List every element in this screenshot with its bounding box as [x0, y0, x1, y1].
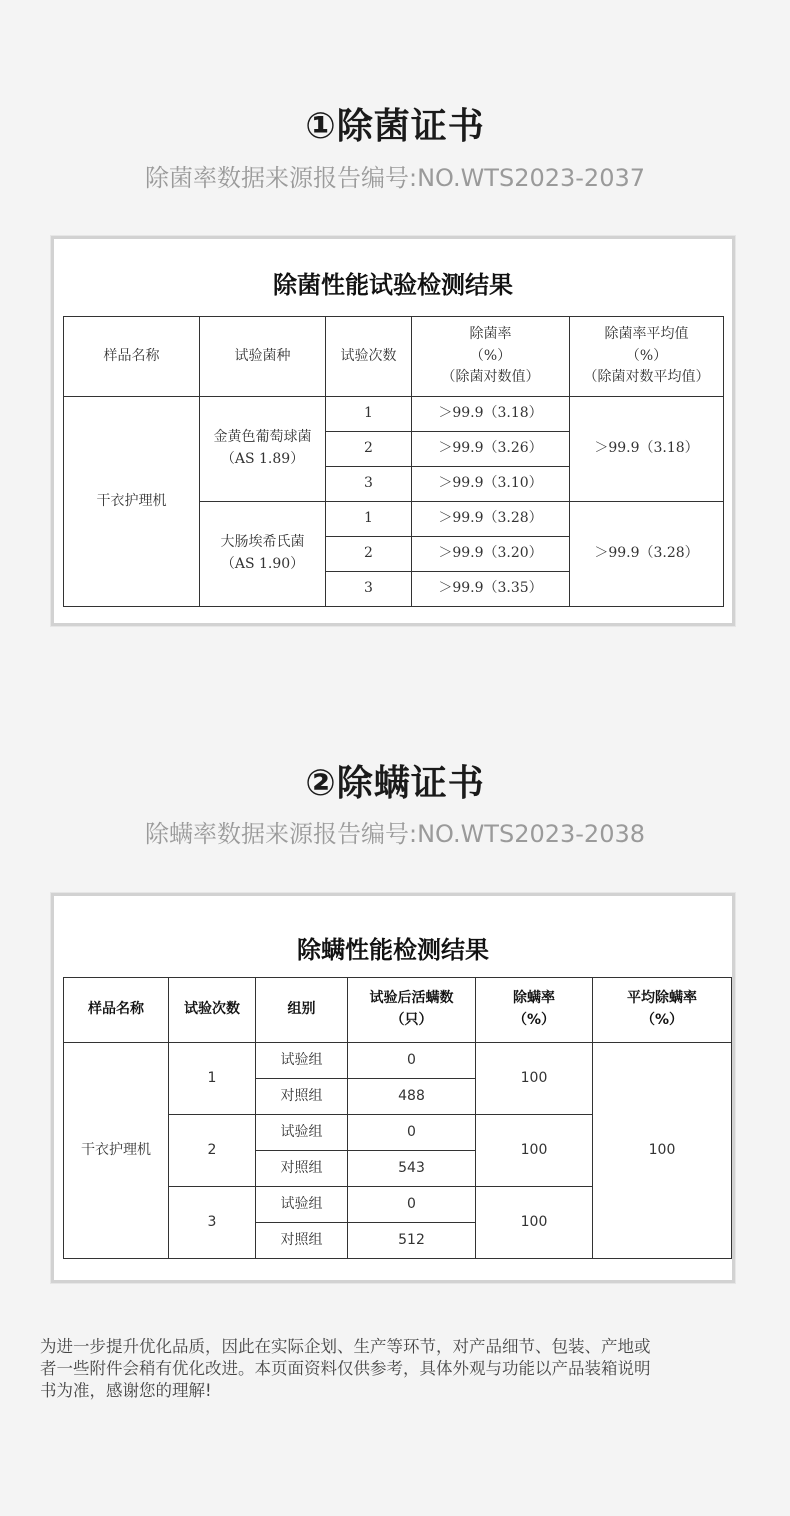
disclaimer-line: 者一些附件会稍有优化改进。本页面资料仅供参考，具体外观与功能以产品装箱说明	[40, 1359, 651, 1378]
sterilization-table-title: 除菌性能试验检测结果	[273, 271, 513, 299]
trial-number-cell: 2	[326, 432, 412, 467]
trial-number-cell: 3	[326, 467, 412, 502]
group-label-cell: 试验组	[256, 1115, 348, 1151]
header-average-removal-rate: 平均除螨率 （%）	[593, 978, 732, 1043]
rate-cell: ＞99.9（3.26）	[412, 432, 570, 467]
group-label-cell: 对照组	[256, 1151, 348, 1187]
table-row	[64, 1043, 732, 1079]
removal-rate-cell: 100	[476, 1115, 593, 1187]
sterilization-card	[51, 236, 735, 626]
group-label-cell: 对照组	[256, 1079, 348, 1115]
group-label-cell: 试验组	[256, 1187, 348, 1223]
section-1-title: ①除菌证书	[305, 106, 485, 147]
rate-cell: ＞99.9（3.28）	[412, 502, 570, 537]
mite-count-cell: 0	[348, 1115, 476, 1151]
average-removal-rate-cell: 100	[593, 1043, 732, 1259]
rate-cell: ＞99.9（3.10）	[412, 467, 570, 502]
strain-cell: 大肠埃希氏菌 （AS 1.90）	[200, 502, 326, 607]
disclaimer-line: 为进一步提升优化品质，因此在实际企划、生产等环节，对产品细节、包装、产地或	[40, 1337, 651, 1356]
strain-cell: 金黄色葡萄球菌 （AS 1.89）	[200, 397, 326, 502]
group-label-cell: 试验组	[256, 1043, 348, 1079]
rate-cell: ＞99.9（3.18）	[412, 397, 570, 432]
header-trial-count: 试验次数	[326, 317, 412, 397]
sample-name-cell: 干衣护理机	[64, 1043, 169, 1259]
header-group: 组别	[256, 978, 348, 1043]
section-1-subtitle: 除菌率数据来源报告编号:NO.WTS2023-2037	[144, 164, 646, 192]
mite-count-cell: 543	[348, 1151, 476, 1187]
sample-name-cell: 干衣护理机	[64, 397, 200, 607]
section-2-subtitle: 除螨率数据来源报告编号:NO.WTS2023-2038	[144, 820, 646, 848]
removal-rate-cell: 100	[476, 1187, 593, 1259]
header-removal-rate: 除螨率 （%）	[476, 978, 593, 1043]
mite-removal-table	[63, 977, 732, 1259]
trial-number-cell: 2	[326, 537, 412, 572]
average-rate-cell: ＞99.9（3.18）	[570, 397, 724, 502]
mite-count-cell: 0	[348, 1043, 476, 1079]
table-header-row	[64, 317, 724, 397]
rate-cell: ＞99.9（3.35）	[412, 572, 570, 607]
trial-number-cell: 2	[169, 1115, 256, 1187]
table-row	[64, 397, 724, 432]
mite-removal-card	[51, 893, 735, 1283]
header-sterilization-rate: 除菌率 （%） （除菌对数值）	[412, 317, 570, 397]
header-average-rate: 除菌率平均值 （%） （除菌对数平均值）	[570, 317, 724, 397]
section-2-title: ②除螨证书	[305, 763, 485, 804]
disclaimer-line: 书为准，感谢您的理解!	[40, 1381, 212, 1400]
rate-cell: ＞99.9（3.20）	[412, 537, 570, 572]
trial-number-cell: 3	[326, 572, 412, 607]
sterilization-table	[63, 316, 724, 607]
header-sample-name: 样品名称	[64, 317, 200, 397]
header-strain: 试验菌种	[200, 317, 326, 397]
header-sample-name: 样品名称	[64, 978, 169, 1043]
average-rate-cell: ＞99.9（3.28）	[570, 502, 724, 607]
trial-number-cell: 3	[169, 1187, 256, 1259]
header-live-mites: 试验后活螨数 （只）	[348, 978, 476, 1043]
mite-count-cell: 512	[348, 1223, 476, 1259]
mite-count-cell: 0	[348, 1187, 476, 1223]
disclaimer-text	[40, 1336, 752, 1402]
group-label-cell: 对照组	[256, 1223, 348, 1259]
trial-number-cell: 1	[326, 397, 412, 432]
mite-count-cell: 488	[348, 1079, 476, 1115]
mite-table-title: 除螨性能检测结果	[297, 936, 489, 964]
table-header-row	[64, 978, 732, 1043]
header-trial-count: 试验次数	[169, 978, 256, 1043]
trial-number-cell: 1	[326, 502, 412, 537]
removal-rate-cell: 100	[476, 1043, 593, 1115]
trial-number-cell: 1	[169, 1043, 256, 1115]
